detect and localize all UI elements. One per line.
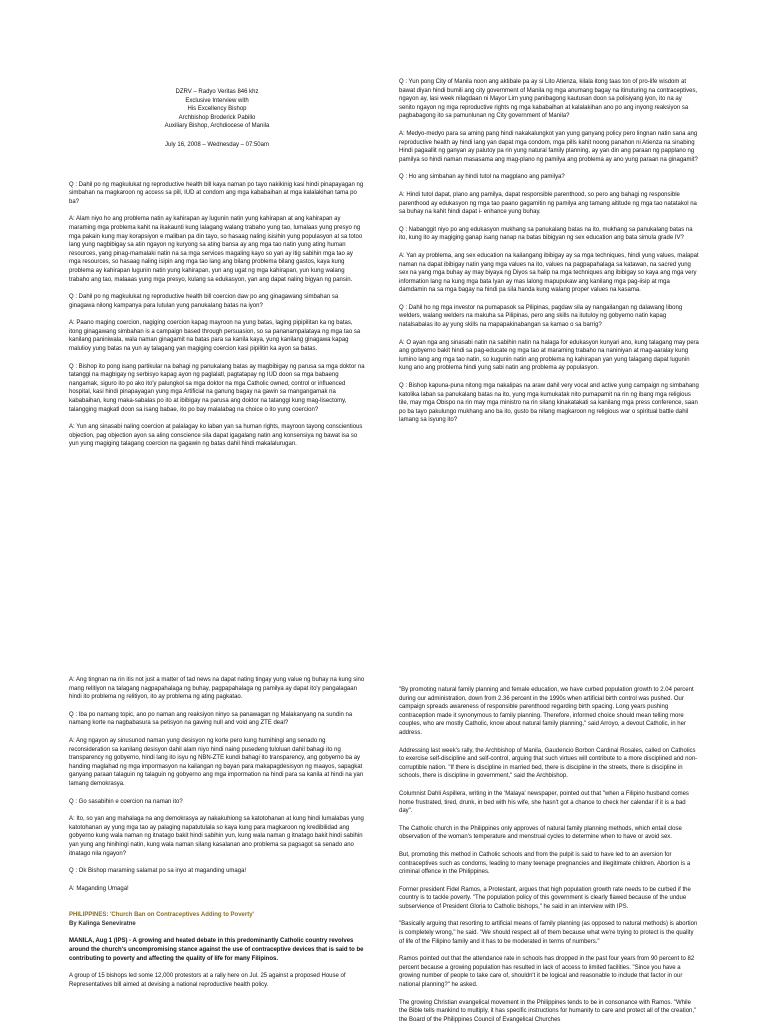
transcript-paragraph: Q : Iba po namang topic, ano po naman ang reaksiyon ninyo sa panawagan ng Malakanyang na sundin na namang korte na nagbabasura sa petisyon na gawing null and void ang ZTE deal? (69, 711, 353, 727)
transcript-paragraph: Q : Nabanggit niyo po ang edukasyon mukhang sa panukalang batas na ito, mukhang sa panukalang batas na ito, kung ito ay magiging ganap isang nanap na batas bibigyan ng sex education ang bata simula grade IV? (399, 226, 693, 242)
transcript-paragraph: Q : Ho ang simbahan ay hindi tutol na magplano ang pamilya? (399, 174, 565, 181)
transcript-paragraph: A: Ang tingnan na rin itis not just a matter of tad news na dapat nating tingay yung value ng buhay na kung sino mang relitiyon na talagang nagpapahalaga ng buhay, pagpapahalaga ng pamilya ay dapat ito'y pangalagaan hindi ito problema ng relitiyon, ito ay problema ng ating pagkatao. (69, 677, 365, 701)
header-line: Archbishop Broderick Pabillo (178, 114, 256, 121)
page-1-right-column (399, 78, 699, 434)
transcript-paragraph: A: Ito, so yan ang mahalaga na ang demokrasya ay nakakuhiong sa katotohanan at kung hindi lumalabas yung katotohanan ay yung mga tao ay palaging napatutulala so kaya kung para magkaroon ng kredibilidad ang gobyerno kung wala naman ng itnatago bakit hindi sabihin yun, kung wala naman g itnatago bakit hindi sabihin yan yung ang hinihingi natin, kung wala naman silang kasalanan ano problema sa pagsagot sa senado ano itnatago nila ngayon? (69, 816, 364, 857)
transcript-paragraph: Q : Dahil po ng magkulukat ng reproductive health bill coercion daw po ang ginagawang simbahan sa ginagawa nilong kampanya para lutulan yung panukalang batas na iyon? (69, 294, 339, 309)
transcript-paragraph: A: Maganding Umaga! (69, 885, 129, 892)
transcript-paragraph: Q : Dahil po ng magkulukat ng reproductive health bill kaya naman po tayo nakikinig kasi hindi pinapayagan ng simbahan na magkaroon ng access sa pill, IUD at condom ang mga kababaihan at mga kalalakihan tama po ba? (69, 181, 364, 205)
page-2-left-column (69, 676, 365, 998)
transcript-paragraph: Q : Ok Bishop maraming salamat po sa inyo at maganding umaga! (69, 868, 247, 875)
transcript-paragraph: A: Ang ngayon ay sinusunod naman yung desisyon ng korte pero kung humihingi ang senado ng reconsideration sa kanilang desisyon dahil alam niyo hindi naing pusedeng tuloluan dahil bahagi ito ng transparency ng gobyerno, hindi lang ito isyu ng NBN-ZTE kundi bahagi ito transparency, ang gobyerno ba ay handing maglahad ng mga impormasyon na kailangan ng bayan para makapagdesisyon ng maayos, sapagkat ganyang paraan talaguin ng talaguin ng gobyerno ang mga impormation na hindi para sa kanila at hindi na yan lamang demokrasya. (69, 737, 364, 787)
article-paragraph: Ramos pointed out that the attendance rate in schools has dropped in the past four years from 90 percent to 82 percent because a growing population has resulted in lack of access to limited facilities. "Since you have a growing number of people to take care of, shouldn't it be logical and reasonable to include that factor in our national planning?" he asked. (399, 956, 695, 989)
page-1-left-column (69, 88, 365, 458)
transcript-paragraph: A: O ayan nga ang sinasabi natin na sabihin natin na halaga for edukasyon kunyari ano, kung talagang may pera ang gobyerno bakit hindi sa pag-educate ng mga tao at maraming trabaho na naniniyan at mag-aaralay kung lumino lang ang mga tao natin, so kugunin natin ang problema ng kahirapan yan yung talagang dapat lugunin kung ano ang problema hindi yung sabi natin ang problema ay populasyon. (399, 339, 699, 372)
article-paragraph: The growing Christian evangelical movement in the Philippines tends to be in consonance with Ramos. "While the Bible tells mankind to multiply, it has specific instructions for humanity to care and protect all of the creation," the Board of the Philippines Council of Evangelical Churches (399, 999, 697, 1023)
station-line: DZRV – Radyo Veritas 846 khz (175, 89, 259, 95)
transcript-paragraph: Q : Dahil ho ng mga investor na pumapasok sa Pilipinas, pagdaw sila ay nangailangan ng dalawang libong welders, walang welders na makuha sa Pilipinas, pero ang skills na itutuloy ng gobyerno natin kapag natalsabalas ito ay yung skills na mapapakinabangan sa kamao o sa barrig? (399, 304, 683, 329)
header-line: Exclusive Interview with (185, 97, 249, 104)
article-paragraph: The Catholic church in the Philippines only approves of natural family planning methods, which entail close observation of the woman's temperature and menstrual cycles to determine when to have or avoid sex. (399, 825, 682, 841)
article-paragraph: Columnist Dahli Aspillera, writing in the 'Malaya' newspaper, pointed out that "when a Filipino husband comes home frustrated, tired, drunk, in bed with his wife, she hasn't got a chance to check her calendar if it is a bad day". (399, 790, 689, 815)
header-line: His Excellency Bishop (187, 106, 247, 113)
transcript-paragraph: A: Hindi tutol dapat, plano ang pamilya, dapat responsible parenthood, so pero ang bahagi ng responsible parenthood ay edukasyon ng mga tao paano gagamitin ng pamilya ang tamang aititude ng mga tao natatakol na sa buhay na kahit hindi dapat i- enhance yung buhay. (399, 191, 697, 216)
page-2-right-column (399, 686, 699, 1033)
transcript-paragraph: A: Alam niyo ho ang problema natin ay kahirapan ay lugunin natin yung kahirapan at ang kahirapan ay maraming mga problema kahit na ikakaunti kung lalagang walang trabaho yung tao, lumalaas yung presyo ng mga pakain kung may korapsiyon e maliban pa din tayo, so hasaag naling isisihin yung populasyon at sa totoo lang yung nagbibigay sa atin ngayon ng kuryong sa ating bansa ay ang mga tao natin yung ating human resources, yang pinag-mamalaki natin na sa mga services magaling kayo so yan ay itig sabihin mga tao ay mga resources, so hasaag naling isipin ang mga tao lang ang bilang problema bilang gastos, kaya kung problema ay kahirapan lugunin natin yung kahirapan, yun ang ugat ng mga kahirapan, yun kung walang trabaho ang tao, malaaas yung mga presyo, kulang sa edukasyon, yan ang dapat naling bigyan ng pansin. (69, 216, 363, 283)
article-paragraph: Addressing last week's rally, the Archbishop of Manila, Gaudencio Borbon Cardinal Rosales, called on Catholics to exercise self-discipline and self-control, arguing that such virtues will contribute to a more disciplined and non-corruptible nation. "If there is discipline in married bed, there is discipline in the streets, there is discipline in schools, there is discipline in government," said the Archbishop. (399, 747, 698, 780)
article-lead: MANILA, Aug 1 (IPS) - A growing and heated debate in this predominantly Catholic country revolves around the church's uncompromising stance against the use of contraceptive devices that is said to be contributing to poverty and affecting the quality of life for many Filipinos. (69, 938, 364, 962)
article-paragraph: "By promoting natural family planning and female education, we have curbed population growth to 2.04 percent during our administration, down from 2.36 percent in the 1990s when artificial birth control was pushed. Our campaign spreads awareness of responsible parenthood regarding birth spacing. Long years pushing contraception made it synonymous to family planning. Therefore, informed choice should mean telling more couples, who are mostly Catholic, know about natural family planning," said Arroyo, a devout Catholic, in her address. (399, 687, 694, 736)
article-paragraph: A group of 15 bishops led some 12,000 protestors at a rally here on Jul. 25 against a proposed House of Representatives bill aimed at devising a national reproductive health policy. (69, 973, 346, 988)
article-byline: By Kalinga Seneviratne (69, 920, 136, 927)
transcript-paragraph: A: Yan ay problema, ang sex education na kailangang ibibigay ay sa mga techniques, hindi yung values, malapat naman na dapat ibibigay natin yang mga values na ito, values na pagpapahalaga sa katawan, na sacred yung sex na yang mga buhay ay may biyaya ng Diyos sa halip na mga techniques ang ibibigay so kaya ang mga very information lang na kung mga bata lyan ay mas lalong mapupukaw ang kanilang mga pag-iisip at mga damdamin na sa mga bagay na hindi pa sila handa kung walang proper values na kasama. (399, 252, 699, 294)
interview-date: July 16, 2008 – Wednesday – 07:50am (165, 141, 269, 148)
interview-header (69, 88, 365, 150)
transcript-paragraph: Q : Bishop ito pong isang partikular na bahagi ng panukalang batas ay magbibigay ng parusa sa mga doktor na tatanggi na magbigay ng serbisyo kapag ayon ng paglalatl, pagtatapay ng IUD doon sa mga babaeng nangamak, siguro ito po ako ito'y palungkol sa mga doktor na mga Catholic owned, control or influenced hospital, kasi hindi pinapayagan yung mga Artificial na ganung bagay na gawin sa mangangamak na kababaihan, kung maka-sabalas po ito at ibibigay na parusa ang doktor na tatanggi kung mag-lisectomy, talangging magkatl doon sa isang babae, ito po bay malalabag na choice o ito yung coercion? (69, 363, 365, 413)
article-paragraph: Former president Fidel Ramos, a Protestant, argues that high population growth rate needs to be curbed if the country is to tackle poverty. "The population policy of this government is clearly flawed because of the undue subservience of President Gloria to Catholic bishops," he said in an interview with IPS. (399, 886, 691, 910)
transcript-paragraph: A: Yun ang sinasabi naling coercion at palalagay ko laban yan sa human rights, mayroon tayong conscientious objection, pag objection ayon sa aling conscience sila dapat igagalang natin ang konsensiya ng bawat isa so yun yung magiging talagang coercion na gagawin ng batas dahil hindi makalalurugan. (69, 424, 363, 448)
article-title: PHILIPPINES: 'Church Ban on Contraceptives Adding to Poverty' (69, 912, 254, 919)
transcript-paragraph: Q : Yun pong City of Manila noon ang aktibale pa ay si Lito Atienza, kilala itong taas ton of pro-life wisdom at bawat diyan hindi bumili ang city government of Manila ng mga anumang bagay na itinuturing na contraceptives, ngayon ay, lasi week nilagdaan ni Mayor Lim yung panibagong kautusan doon sa polisiyang iyon, ito na ay senito ngayon ng mga reproductive rights ng mga kababaihan at kalalakihan ano po ang inyong reaksiyon sa pagbabagong ito sa pamunlunan ng City government of Manila? (399, 79, 698, 120)
transcript-paragraph: A: Medyo-medyo para sa aming pang hindi nakakalungkot yan yung ganyang policy pero lingnan natin sana ang reproductive health ay hindi lang yan dapat mga condom, mga pills kahit noong panahon ni Atienza na sinabing Hindi pagaallit ng ganyan ay palutoy pa rin yung natural family planning, ay yan din ang paraan ng papplano ng pamilya so hindi naman masasama ang mag-plano ng pamilya ang problema ay ano yung paraan na ginagamit? (399, 130, 698, 163)
article-paragraph: "Basically arguing that resorting to artificial means of family planning (as opposed to natural methods) is abortion is completely wrong," he said. "We should respect all of them because what we're trying to protect is the quality of life of the Filipino family and it has to be moderated in terms of numbers." (399, 921, 698, 945)
transcript-paragraph: A: Paano maging coercion, nagiging coercion kapag mayroon na yung batas, laging pipipilitan ka ng batas, itong ginagawang simbahan is a campaign based through persuasion, so sa pananampalataya ng mga tao sa kanilang paniniwala, wala naman ginagamit na batas para sa kanila kaya, yung kanilang ginagawa kapag malulioy yung batas na yun ay talagang yan magiging coercion kasi pipilitin ka ayon sa batas. (69, 320, 361, 353)
transcript-paragraph: Q : Bishop kapuna-puna nitong mga nakalipas na araw dahil very vocal and active yung campaign ng simbahang katolika laban sa panukalang batas na ito, yung mga kumukatak nito pumapamit na rin ng ibang mga religious tile, may mga Obispo na rin may mga ministro na rin silang kinakatakati sa kanilang mga press conference, saan po ba tayo pakulungo mukhang ano ba ito, gusto ba nilang magkaroon ng religious war o spiritual battle dahil lamang sa isyung ito? (399, 383, 699, 424)
transcript-paragraph: Q : Go sasabihin e coercion na naman ito? (69, 798, 183, 805)
article-paragraph: But, promoting this method in Catholic schools and from the pulpit is said to have led to an aversion for contraceptives such as condoms, leading to many teenage pregnancies and illegitimate children. Abortion is a criminal offence in the Philippines. (399, 851, 691, 876)
header-line: Auxiliary Bishop, Archdiocese of Manila (164, 123, 270, 130)
